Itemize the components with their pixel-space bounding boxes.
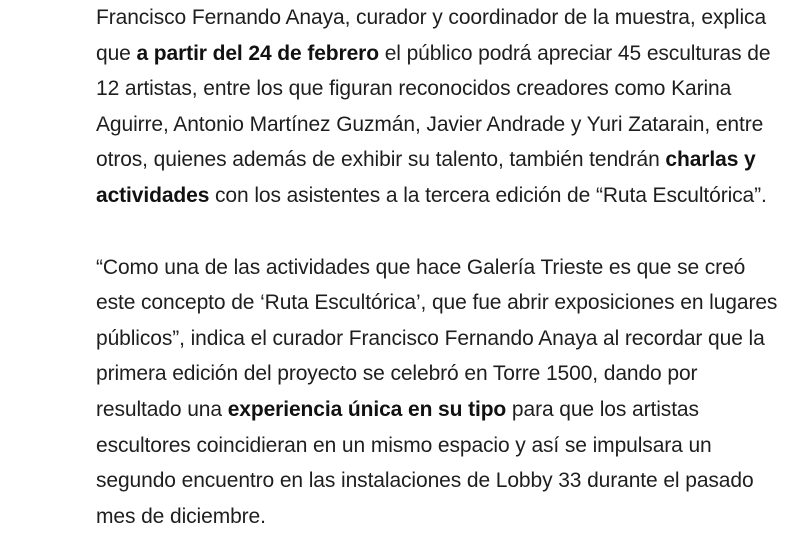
article-body xyxy=(96,0,800,534)
text-line xyxy=(96,499,800,535)
text-run: resultado una xyxy=(96,397,228,421)
emphasis-text: actividades xyxy=(96,183,210,207)
emphasis-text: charlas y xyxy=(665,148,756,172)
text-line xyxy=(96,142,800,178)
text-line xyxy=(96,321,800,357)
text-run: otros, quienes además de exhibir su talento, también tendrán xyxy=(96,148,666,172)
text-line xyxy=(96,392,800,428)
text-run: públicos”, indica el curador Francisco Fernando Anaya al recordar que la xyxy=(96,326,765,350)
text-run: escultores coincidieran en un mismo espacio y así se impulsara un xyxy=(96,433,712,457)
text-line xyxy=(96,428,800,464)
text-run: segundo encuentro en las instalaciones de Lobby 33 durante el pasado xyxy=(96,469,754,493)
text-run: “Como una de las actividades que hace Galería Trieste es que se creó xyxy=(96,255,746,279)
text-run: Aguirre, Antonio Martínez Guzmán, Javier Andrade y Yuri Zatarain, entre xyxy=(96,112,764,136)
text-line xyxy=(96,285,800,321)
text-run: para que los artistas xyxy=(506,397,699,421)
text-line xyxy=(96,107,800,143)
text-line xyxy=(96,463,800,499)
text-run: 12 artistas, entre los que figuran reconocidos creadores como Karina xyxy=(96,77,732,101)
text-line xyxy=(96,36,800,72)
text-line xyxy=(96,178,800,214)
emphasis-text: a partir del 24 de febrero xyxy=(136,41,379,65)
paragraph-exhibition-announcement xyxy=(96,0,800,214)
text-line xyxy=(96,356,800,392)
text-run: primera edición del proyecto se celebró en Torre 1500, dando por xyxy=(96,362,698,386)
text-line xyxy=(96,0,800,36)
text-run: Francisco Fernando Anaya, curador y coordinador de la muestra, explica xyxy=(96,6,767,29)
text-run: mes de diciembre. xyxy=(96,504,266,528)
text-run: el público podrá apreciar 45 esculturas de xyxy=(378,41,771,65)
text-line xyxy=(96,71,800,107)
emphasis-text: experiencia única en su tipo xyxy=(227,397,507,421)
text-run: este concepto de ‘Ruta Escultórica’, que fue abrir exposiciones en lugares xyxy=(96,291,778,315)
paragraph-curator-quote xyxy=(96,250,800,535)
text-line xyxy=(96,250,800,286)
text-run: con los asistentes a la tercera edición de “Ruta Escultórica”. xyxy=(209,183,767,207)
text-run: que xyxy=(96,41,137,65)
